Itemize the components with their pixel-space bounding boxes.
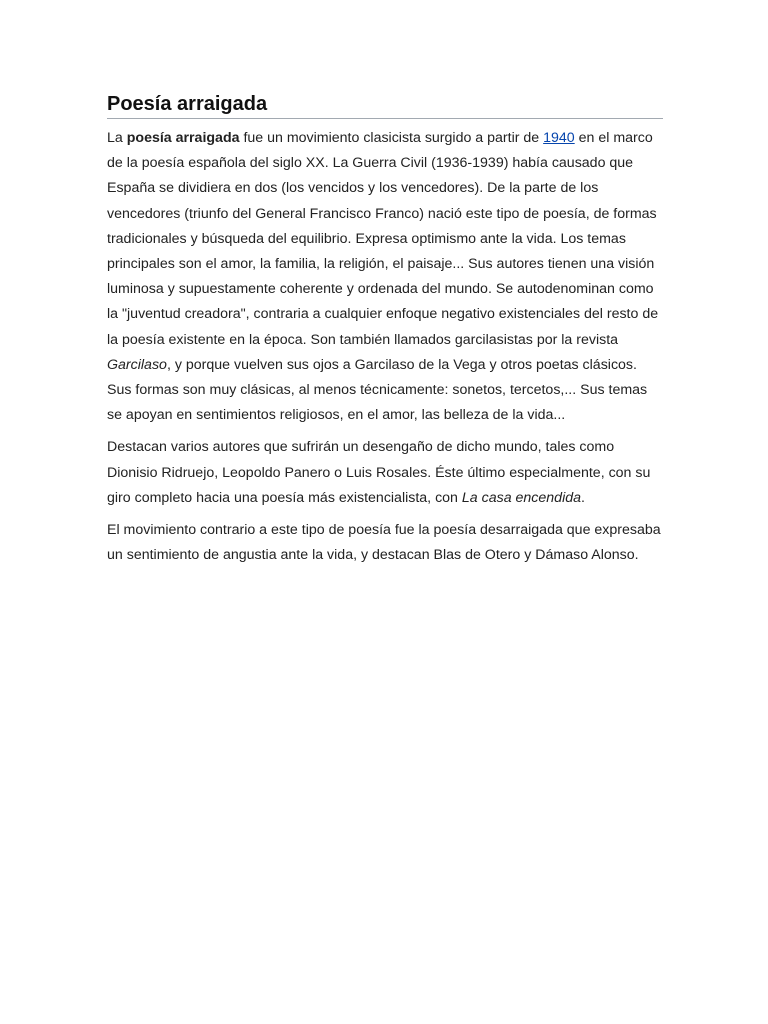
article xyxy=(107,92,663,568)
paragraph-counter-movement xyxy=(107,518,663,568)
text-span: fue un movimiento clasicista surgido a partir de xyxy=(239,130,544,146)
text-span: , y porque vuelven sus ojos a Garcilaso de la Vega y otros poetas clásicos. Sus formas son muy clásicas, al menos técnicamente: sonetos, tercetos,... Sus temas se apoyan en sentimientos religiosos, en el amor, las belleza de la vida... xyxy=(107,356,648,424)
paragraph-authors xyxy=(107,435,663,511)
year-link-1940[interactable]: 1940 xyxy=(543,130,575,146)
text-span: . xyxy=(581,489,585,506)
magazine-title: Garcilaso xyxy=(107,356,167,373)
text-span: La xyxy=(107,130,127,146)
bold-term: poesía arraigada xyxy=(126,130,240,146)
text-span: El movimiento contrario a este tipo de poesía fue la poesía desarraigada que expresaba un sentimiento de angustia ante la vida, y destacan Blas de Otero y Dámaso Alonso. xyxy=(107,522,661,564)
text-span: Destacan varios autores que sufrirán un desengaño de dicho mundo, tales como Dionisio Ridruejo, Leopoldo Panero o Luis Rosales. Éste último especialmente, con su giro completo hacia una poesía más existencialista, con xyxy=(107,439,651,506)
paragraph-intro xyxy=(107,126,663,428)
text-span: en el marco de la poesía española del siglo XX. La Guerra Civil (1936-1939) había causado que España se dividiera en dos (los vencidos y los vencedores). De la parte de los vencedores (triunfo del General Francisco Franco) nació este tipo de poesía, de formas tradicionales y búsqueda del equilibrio. Expresa optimismo ante la vida. Los temas principales son el amor, la familia, la religión, el paisaje... Sus autores tienen una visión luminosa y supuestamente coherente y ordenada del mundo. Se autodenominan como la "juventud creadora", contraria a cualquier enfoque negativo existenciales del resto de la poesía existente en la época. Son también llamados garcilasistas por la revista xyxy=(107,130,659,348)
book-title: La casa encendida xyxy=(461,489,582,506)
page-title: Poesía arraigada xyxy=(107,92,663,119)
